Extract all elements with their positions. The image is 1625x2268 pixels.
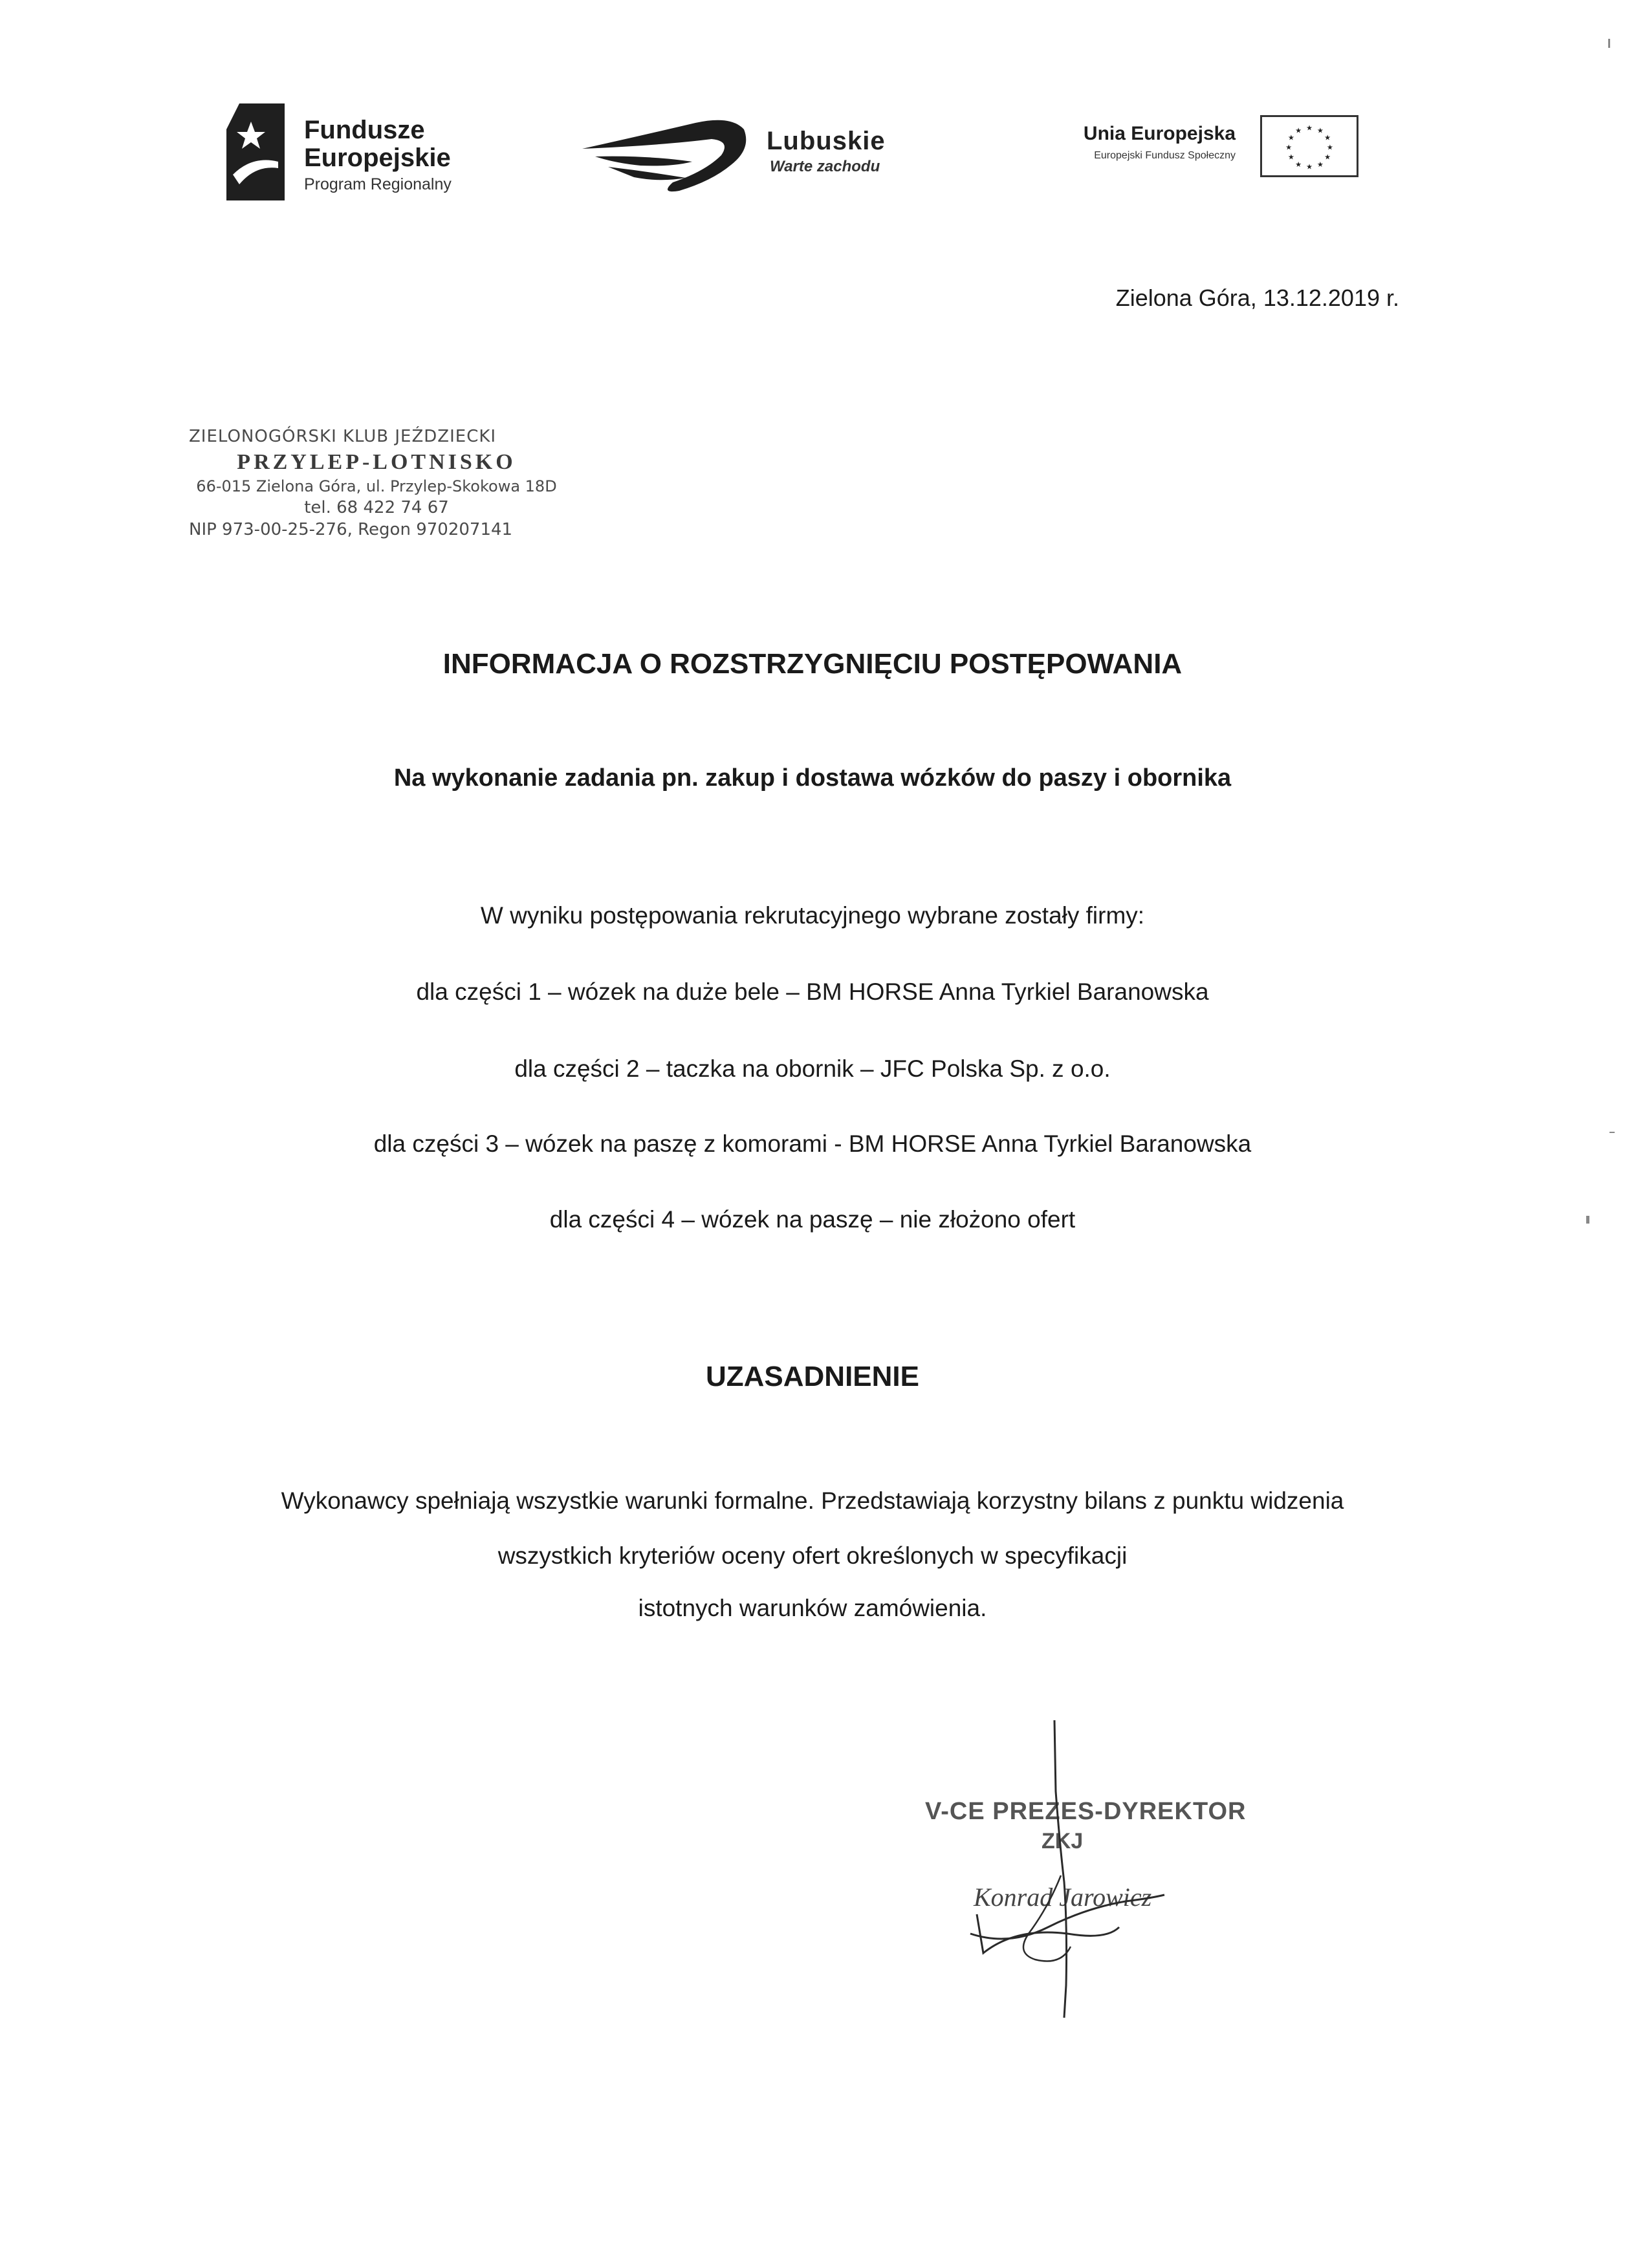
eu-flag-icon — [1260, 115, 1358, 177]
svg-text:★: ★ — [1326, 143, 1333, 152]
organization-stamp — [189, 427, 564, 539]
lubuskie-logo — [582, 103, 919, 200]
fundusze-europejskie-icon — [226, 103, 285, 200]
fundusze-europejskie-logo — [226, 103, 524, 207]
lubuskie-tagline: Warte zachodu — [770, 158, 880, 175]
stamp-address: 66-015 Zielona Góra, ul. Przylep-Skokowa 18D — [196, 477, 557, 495]
svg-text:★: ★ — [1316, 160, 1324, 169]
scan-artifact — [1586, 1216, 1589, 1224]
svg-text:★: ★ — [1295, 126, 1302, 135]
justification-line: wszystkich kryteriów oceny ofert określonych w specyfikacji — [497, 1542, 1128, 1569]
results-intro: W wyniku postępowania rekrutacyjnego wybrane zostały firmy: — [480, 902, 1145, 929]
result-item: dla części 3 – wózek na paszę z komorami - BM HORSE Anna Tyrkiel Baranowska — [373, 1130, 1252, 1157]
document-date: Zielona Góra, 13.12.2019 r. — [1115, 285, 1399, 311]
svg-text:★: ★ — [1324, 153, 1331, 162]
svg-text:★: ★ — [1285, 143, 1292, 152]
justification-line: Wykonawcy spełniają wszystkie warunki formalne. Przedstawiają korzystny bilans z punktu widzenia — [281, 1487, 1344, 1514]
lubuskie-swoosh-icon — [582, 110, 750, 194]
eu-logo — [1029, 115, 1365, 186]
scan-artifact — [1609, 1132, 1615, 1133]
stamp-org-name: ZIELONOGÓRSKI KLUB JEŹDZIECKI — [189, 427, 497, 446]
result-item: dla części 2 – taczka na obornik – JFC Polska Sp. z o.o. — [514, 1055, 1111, 1082]
document-title: INFORMACJA O ROZSTRZYGNIĘCIU POSTĘPOWANIA — [442, 648, 1183, 680]
svg-text:★: ★ — [1316, 126, 1324, 135]
svg-text:★: ★ — [1287, 133, 1294, 142]
svg-text:★: ★ — [1305, 124, 1313, 133]
svg-text:★: ★ — [1287, 153, 1294, 162]
stamp-tax-ids: NIP 973-00-25-276, Regon 970207141 — [189, 520, 513, 539]
svg-text:★: ★ — [1324, 133, 1331, 142]
svg-text:★: ★ — [1295, 160, 1302, 169]
fe-logo-line3: Program Regionalny — [304, 175, 452, 194]
fe-logo-line1: Fundusze — [304, 116, 425, 144]
signature-title: V-CE PREZES-DYREKTOR — [925, 1798, 1247, 1825]
stamp-org-sub: PRZYLEP-LOTNISKO — [237, 450, 516, 474]
document-subtitle: Na wykonanie zadania pn. zakup i dostawa wózków do paszy i obornika — [393, 764, 1232, 792]
lubuskie-name: Lubuskie — [767, 127, 886, 155]
handwritten-signature — [957, 1714, 1190, 2024]
svg-text:★: ★ — [1305, 162, 1313, 171]
eu-logo-title: Unia Europejska — [1083, 123, 1236, 144]
result-item: dla części 4 – wózek na paszę – nie złożono ofert — [549, 1206, 1076, 1233]
signature-org: ZKJ — [1042, 1829, 1084, 1853]
stamp-phone: tel. 68 422 74 67 — [304, 498, 449, 517]
justification-heading: UZASADNIENIE — [705, 1361, 920, 1392]
justification-line: istotnych warunków zamówienia. — [638, 1595, 987, 1621]
result-item: dla części 1 – wózek na duże bele – BM HORSE Anna Tyrkiel Baranowska — [416, 978, 1209, 1005]
eu-logo-subtitle: Europejski Fundusz Społeczny — [1094, 150, 1236, 161]
fe-logo-line2: Europejskie — [304, 144, 451, 173]
signature-name: Konrad Jarowicz — [974, 1883, 1152, 1912]
scan-artifact — [1608, 39, 1610, 48]
